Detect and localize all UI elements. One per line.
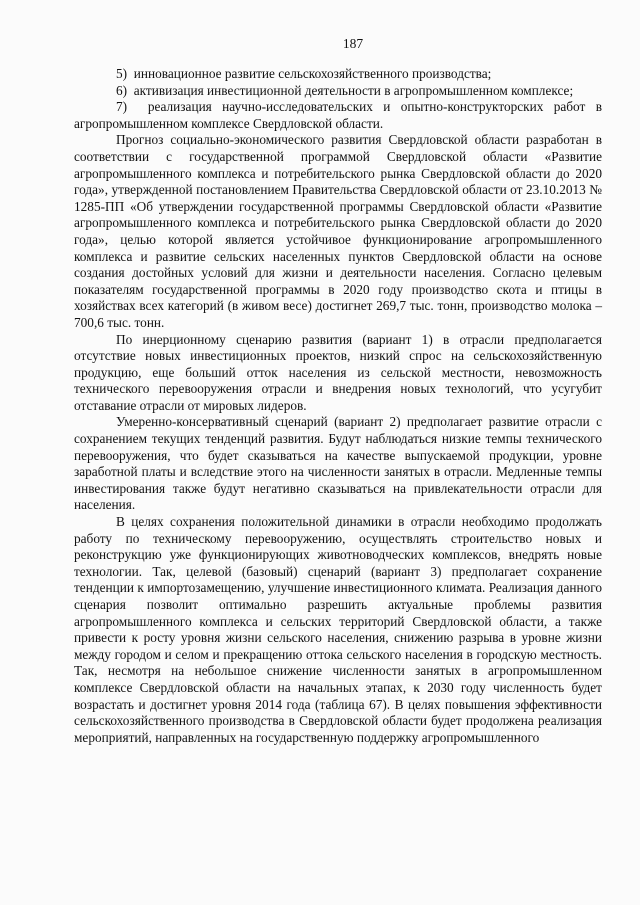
paragraph-scenario-2: Умеренно-консервативный сценарий (вариант 2) предполагает развитие отрасли с сохранением текущих тенденций развития. Будут наблюдаться низкие темпы технического перевооружения, что будет сказываться на качестве выпускаемой продукции, уровне заработной платы и вследствие этого на численности занятых в отрасли. Медленные темпы инвестирования также будут негативно сказываться на привлекательности отрасли для населения.: [74, 414, 602, 513]
paragraph-item-6: 6) активизация инвестиционной деятельности в агропромышленном комплексе;: [116, 82, 574, 98]
paragraph-item-5: 5) инновационное развитие сельскохозяйственного производства;: [116, 66, 492, 81]
paragraph-forecast: Прогноз социально-экономического развития Свердловской области разработан в соответствии с государственной программой Свердловской области «Развитие агропромышленного комплекса и потребительского рынка Свердловской области до 2020 года», утвержденной постановлением Правительства Свердловской области от 23.10.2013 № 1285-ПП «Об утверждении государственной программы Свердловской области «Развитие агропромышленного комплекса и потребительского рынка Свердловской области до 2020 года», целью которой является устойчивое функционирование агропромышленного комплекса и развитие сельских населенных пунктов Свердловской области на основе создания достойных условий для жизни и деятельности населения. Согласно целевым показателям государственной программы в 2020 году производство скота и птицы в хозяйствах всех категорий (в живом весе) достигнет 269,7 тыс. тонн, производство молока – 700,6 тыс. тонн.: [74, 132, 602, 330]
document-body: [74, 66, 602, 746]
paragraph-scenario-1: По инерционному сценарию развития (вариант 1) в отрасли предполагается отсутствие новых инвестиционных проектов, низкий спрос на сельскохозяйственную продукцию, еще больший отток населения из сельской местности, невозможность технического перевооружения отрасли и внедрения новых технологий, что усугубит отставание отрасли от мировых лидеров.: [74, 331, 602, 413]
paragraph-item-7: 7) реализация научно-исследовательских и опытно-конструкторских работ в агропромышленном комплексе Свердловской области.: [74, 99, 602, 131]
paragraph-scenario-3: В целях сохранения положительной динамики в отрасли необходимо продолжать работу по техническому перевооружению, осуществлять строительство новых и реконструкцию уже функционирующих животноводческих комплексов, внедрять новые технологии. Так, целевой (базовый) сценарий (вариант 3) предполагает сохранение тенденции к импортозамещению, улучшение инвестиционного климата. Реализация данного сценария позволит оптимально разрешить актуальные проблемы развития агропромышленного комплекса и сельских территорий Свердловской области, а также привести к росту уровня жизни сельского населения, снижению разрыва в уровне жизни между городом и селом и прекращению оттока сельского населения в городскую местность. Так, несмотря на небольшое снижение численности занятых в агропромышленном комплексе Свердловской области на начальных этапах, к 2030 году численность будет возрастать и достигнет уровня 2014 года (таблица 67). В целях повышения эффективности сельскохозяйственного производства в Свердловской области будет продолжена реализация мероприятий, направленных на государственную поддержку агропромышленного: [74, 514, 602, 745]
page-number: 187: [342, 36, 364, 51]
